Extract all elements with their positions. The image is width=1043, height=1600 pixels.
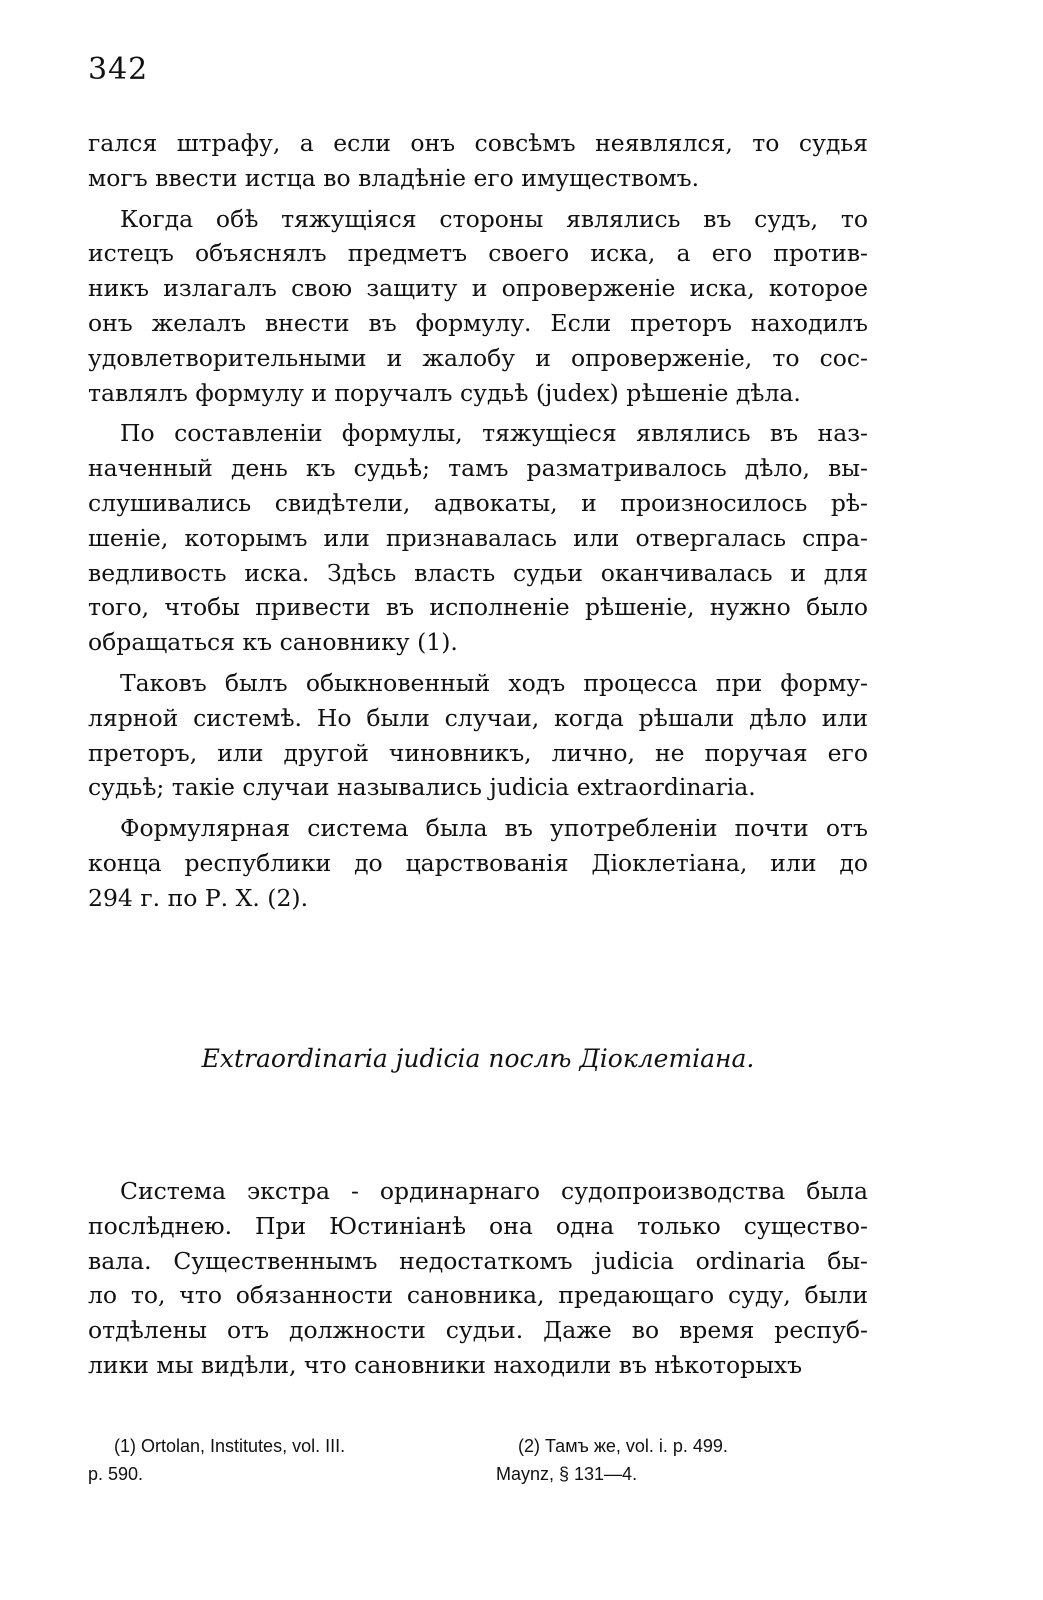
text-line: конца республики до царствованія Діоклетіана, или до: [88, 848, 868, 877]
page-number: 342: [88, 52, 149, 87]
text-line: судьѣ; такіе случаи назывались judicia extraordinaria.: [88, 773, 756, 802]
text-line: наченный день къ судьѣ; тамъ разматривалось дѣло, вы-: [88, 454, 868, 483]
text-line: ведливость иска. Здѣсь власть судьи оканчивалась и для: [88, 558, 868, 587]
text-line: лики мы видѣли, что сановники находили въ нѣкоторыхъ: [88, 1350, 803, 1379]
paragraph: [88, 1174, 868, 1383]
text-line: ло то, что обязанности сановника, предающаго суду, были: [88, 1281, 868, 1310]
main-text-block: [88, 126, 868, 922]
text-line: Когда обѣ тяжущіяся стороны являлись въ судъ, то: [120, 204, 868, 233]
paragraph: [88, 202, 868, 411]
paragraph: [88, 811, 868, 915]
text-line: Таковъ былъ обыкновенный ходъ процесса при форму-: [120, 668, 868, 697]
footnote-1: (1) Ortolan, Institutes, vol. III.: [114, 1436, 346, 1456]
text-line: обращаться къ сановнику (1).: [88, 628, 458, 657]
text-line: могъ ввести истца во владѣніе его имуществомъ.: [88, 163, 700, 192]
text-line: Формулярная система была въ употребленіи почти отъ: [120, 814, 868, 843]
footnotes: [88, 1432, 878, 1488]
text-line: послѣднею. При Юстиніанѣ она одна только существо-: [88, 1211, 868, 1240]
paragraph: [88, 416, 868, 660]
text-line: Система экстра - ординарнаго судопроизводства была: [120, 1177, 868, 1205]
text-line: истецъ объяснялъ предметъ своего иска, а его против-: [88, 239, 868, 268]
paragraph: [88, 666, 868, 805]
text-line: гался штрафу, а если онъ совсѣмъ неявлялся, то судья: [88, 129, 868, 157]
text-line: вала. Существеннымъ недостаткомъ judicia ordinaria бы-: [88, 1246, 868, 1275]
text-line: отдѣлены отъ должности судьи. Даже во время респуб-: [88, 1316, 868, 1345]
text-line: По составленіи формулы, тяжущіеся являлись въ наз-: [120, 419, 868, 448]
text-line: удовлетворительными и жалобу и опроверженіе, то сос-: [88, 343, 868, 372]
text-line: того, чтобы привести въ исполненіе рѣшеніе, нужно было: [88, 593, 868, 622]
text-line: никъ излагалъ свою защиту и опроверженіе иска, которое: [88, 274, 868, 303]
text-line: преторъ, или другой чиновникъ, лично, не поручая его: [88, 738, 868, 767]
text-line: онъ желалъ внести въ формулу. Если преторъ находилъ: [88, 308, 868, 337]
text-line: слушивались свидѣтели, адвокаты, и произносилось рѣ-: [88, 488, 868, 517]
footnote-1-continuation: p. 590.: [88, 1464, 144, 1484]
footnote-row: [88, 1432, 878, 1460]
footnote-row: [88, 1460, 878, 1488]
footnote-2: (2) Тамъ же, vol. i. p. 499.: [518, 1436, 728, 1456]
text-line: шеніе, которымъ или признавалась или отвергалась спра-: [88, 523, 868, 552]
footnote-2-continuation: Maynz, § 131—4.: [496, 1464, 638, 1484]
text-line: тавлялъ формулу и поручалъ судьѣ (judex) рѣшеніе дѣла.: [88, 378, 801, 407]
section-title: Extraordinaria judicia послѣ Діоклетіана.: [201, 1044, 755, 1073]
section-text-block: [88, 1174, 868, 1389]
paragraph: [88, 126, 868, 196]
text-line: лярной системѣ. Но были случаи, когда рѣшали дѣло или: [88, 703, 868, 732]
text-line: 294 г. по Р. Х. (2).: [88, 883, 309, 912]
